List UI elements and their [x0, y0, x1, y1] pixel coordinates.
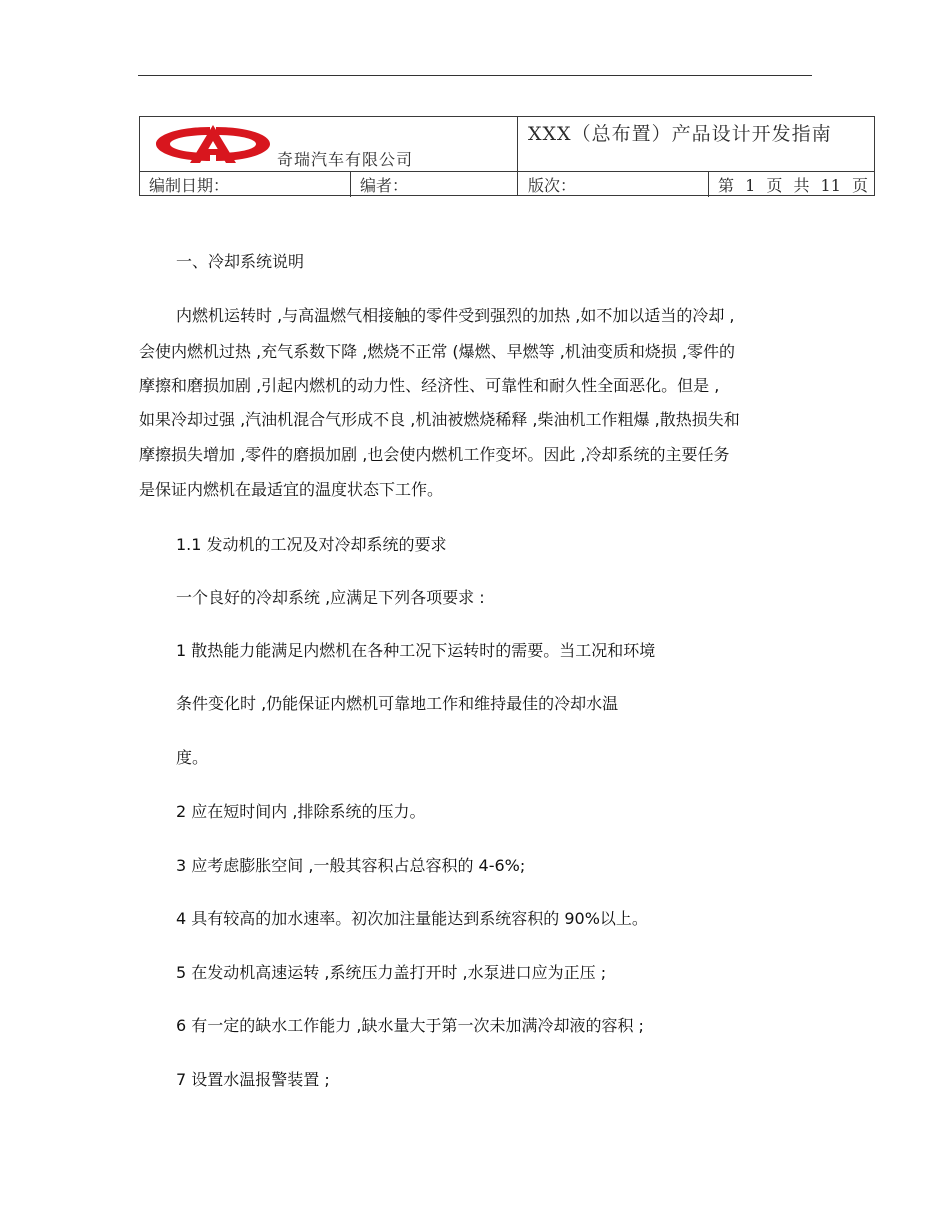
- compile-date-label: 编制日期：: [149, 176, 230, 195]
- requirement-item: 度。: [176, 748, 209, 767]
- document-title: XXX（总布置）产品设计开发指南: [528, 123, 832, 145]
- intro-line: 内燃机运转时 ,与高温燃气相接触的零件受到强烈的加热 ,如不加以适当的冷却 ,: [176, 306, 735, 325]
- requirements-intro: 一个良好的冷却系统 ,应满足下列各项要求 :: [176, 588, 485, 607]
- requirement-item: 4 具有较高的加水速率。初次加注量能达到系统容积的 90%以上。: [176, 909, 648, 928]
- intro-line: 是保证内燃机在最适宜的温度状态下工作。: [139, 480, 444, 499]
- version-label: 版次：: [528, 176, 577, 195]
- page-info: 第 1 页 共 11 页: [718, 176, 868, 195]
- intro-line: 会使内燃机过热 ,充气系数下降 ,燃烧不正常 (爆燃、早燃等 ,机油变质和烧损 ,零件的: [139, 342, 736, 361]
- requirement-item: 2 应在短时间内 ,排除系统的压力。: [176, 802, 426, 821]
- intro-line: 摩擦损失增加 ,零件的磨损加剧 ,也会使内燃机工作变坏。因此 ,冷却系统的主要任务: [139, 445, 730, 464]
- intro-line: 摩擦和磨损加剧 ,引起内燃机的动力性、经济性、可靠性和耐久性全面恶化。但是 ,: [139, 376, 720, 395]
- author-label: 编者：: [360, 176, 409, 195]
- requirement-item: 5 在发动机高速运转 ,系统压力盖打开时 ,水泵进口应为正压 ;: [176, 963, 607, 982]
- subheading: 1.1 发动机的工况及对冷却系统的要求: [176, 535, 447, 554]
- intro-line: 如果冷却过强 ,汽油机混合气形成不良 ,机油被燃烧稀释 ,柴油机工作粗爆 ,散热损失和: [139, 410, 740, 429]
- requirement-item: 3 应考虑膨胀空间 ,一般其容积占总容积的 4-6%;: [176, 856, 526, 875]
- chery-logo-icon: [148, 121, 278, 167]
- document-header-table: [139, 116, 875, 196]
- section-heading: 一、冷却系统说明: [176, 252, 305, 271]
- header-divider: [350, 171, 351, 197]
- top-rule: [138, 75, 812, 76]
- requirement-item: 6 有一定的缺水工作能力 ,缺水量大于第一次未加满冷却液的容积 ;: [176, 1016, 644, 1035]
- requirement-item: 1 散热能力能满足内燃机在各种工况下运转时的需要。当工况和环境: [176, 641, 656, 660]
- requirement-item: 7 设置水温报警装置 ;: [176, 1070, 330, 1089]
- header-divider: [517, 117, 518, 195]
- header-divider: [708, 171, 709, 197]
- requirement-item: 条件变化时 ,仍能保证内燃机可靠地工作和维持最佳的冷却水温: [176, 694, 619, 713]
- company-name: 奇瑞汽车有限公司: [277, 150, 414, 169]
